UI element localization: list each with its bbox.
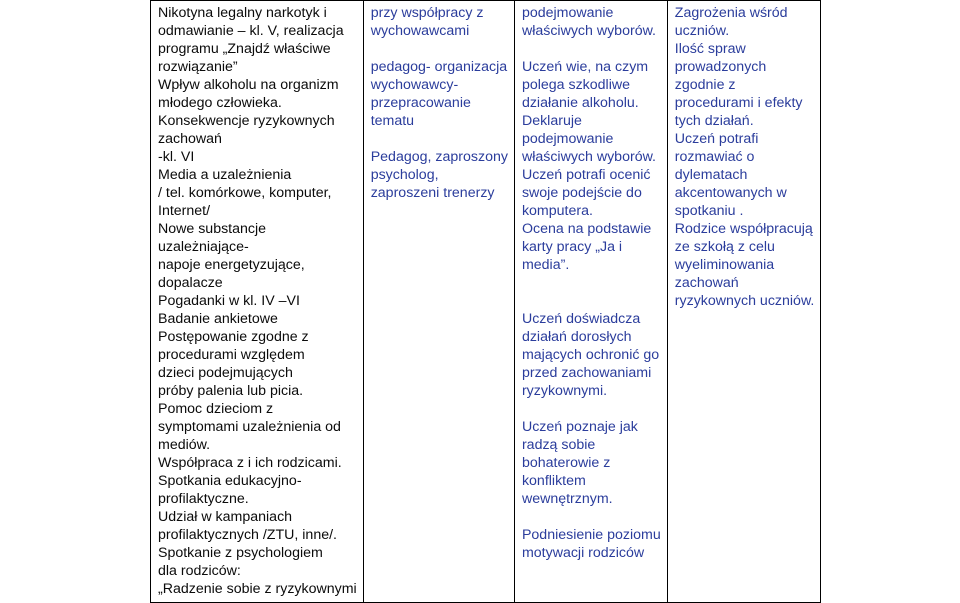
text-line: rozmawiać o bbox=[674, 149, 755, 165]
text-line: ze szkołą z celu bbox=[674, 239, 775, 255]
text-line: Badanie ankietowe bbox=[158, 311, 278, 327]
text-line: zaproszeni trenerzy bbox=[370, 185, 495, 201]
text-line: młodego człowieka. bbox=[158, 95, 282, 111]
text-line: procedurami i efekty bbox=[674, 95, 803, 111]
text-line: programu „Znajdź właściwe bbox=[158, 41, 331, 57]
responsible-cell bbox=[363, 1, 514, 603]
text-line: Pomoc dzieciom z bbox=[158, 401, 274, 417]
text-line: dylematach bbox=[674, 167, 748, 183]
text-line: działań dorosłych bbox=[521, 329, 632, 345]
table-row bbox=[151, 1, 821, 603]
outcomes-cell bbox=[514, 1, 667, 603]
text-line: Ocena na podstawie bbox=[521, 221, 652, 237]
text-line: działanie alkoholu. bbox=[521, 95, 639, 111]
text-line: prowadzonych bbox=[674, 59, 767, 75]
text-line: odmawianie – kl. V, realizacja bbox=[158, 23, 344, 39]
text-line: -kl. VI bbox=[158, 149, 195, 165]
text-line: Uczeń wie, na czym bbox=[521, 59, 649, 75]
text-line: radzą sobie bbox=[521, 437, 596, 453]
text-line bbox=[371, 40, 508, 58]
text-line: wewnętrznym. bbox=[521, 491, 613, 507]
text-line: spotkaniu . bbox=[674, 203, 744, 219]
text-line: pedagog- organizacja bbox=[370, 59, 508, 75]
text-line: próby palenia lub picia. bbox=[158, 383, 304, 399]
text-line: wyeliminowania bbox=[674, 257, 775, 273]
text-line: Spotkania edukacyjno- bbox=[158, 473, 302, 489]
text-line: konfliktem bbox=[521, 473, 586, 489]
text-line: „Radzenie sobie z ryzykownymi bbox=[158, 581, 357, 597]
text-line: Spotkanie z psychologiem bbox=[158, 545, 323, 561]
text-line: zachowań bbox=[674, 275, 739, 291]
text-line: Uczeń doświadcza bbox=[521, 311, 641, 327]
text-line: Udział w kampaniach bbox=[158, 509, 293, 525]
text-line: motywacji rodziców bbox=[521, 545, 645, 561]
plan-table bbox=[150, 0, 821, 603]
text-line: profilaktycznych /ZTU, inne/. bbox=[158, 527, 337, 543]
text-line: dla rodziców: bbox=[158, 563, 241, 579]
text-line: zgodnie z bbox=[674, 77, 736, 93]
text-line: Nikotyna legalny narkotyk i bbox=[158, 5, 327, 21]
text-line: przy współpracy z bbox=[370, 5, 484, 21]
text-line: akcentowanych w bbox=[674, 185, 787, 201]
text-line bbox=[522, 508, 661, 526]
text-line: Pogadanki w kl. IV –VI bbox=[158, 293, 300, 309]
text-line: Deklaruje bbox=[521, 113, 582, 129]
text-line: mających ochronić go bbox=[521, 347, 660, 363]
text-line: mediów. bbox=[158, 437, 211, 453]
text-line: polega szkodliwe bbox=[521, 77, 631, 93]
text-line: profilaktyczne. bbox=[158, 491, 249, 507]
text-line: dzieci podejmujących bbox=[158, 365, 293, 381]
text-line: Współpraca z i ich rodzicami. bbox=[158, 455, 342, 471]
activities-cell bbox=[151, 1, 364, 603]
text-line: bohaterowie z bbox=[521, 455, 611, 471]
text-line: podejmowanie bbox=[521, 131, 614, 147]
text-line: rozwiązanie” bbox=[158, 59, 238, 75]
text-line: Media a uzależnienia bbox=[158, 167, 292, 183]
text-line: komputera. bbox=[521, 203, 593, 219]
text-line: Wpływ alkoholu na organizm bbox=[158, 77, 339, 93]
text-line: Pedagog, zaproszony bbox=[370, 149, 508, 165]
text-line: wychowawcami bbox=[370, 23, 470, 39]
text-line bbox=[522, 40, 661, 58]
text-line: symptomami uzależnienia od bbox=[158, 419, 341, 435]
text-line: dopalacze bbox=[158, 275, 223, 291]
spacer bbox=[522, 274, 661, 310]
text-line: uzależniające- bbox=[158, 239, 249, 255]
text-line bbox=[522, 400, 661, 418]
text-line: ryzykownymi. bbox=[521, 383, 608, 399]
text-line: Internet/ bbox=[158, 203, 211, 219]
text-line bbox=[371, 130, 508, 148]
text-line: swoje podejście do bbox=[521, 185, 642, 201]
text-line: procedurami względem bbox=[158, 347, 305, 363]
text-line: Rodzice współpracują bbox=[674, 221, 813, 237]
text-line: karty pracy „Ja i bbox=[521, 239, 623, 255]
text-line: Postępowanie zgodne z bbox=[158, 329, 309, 345]
text-line: podejmowanie bbox=[521, 5, 614, 21]
text-line: napoje energetyzujące, bbox=[158, 257, 305, 273]
text-line: przepracowanie bbox=[370, 95, 471, 111]
text-line: Ilość spraw bbox=[674, 41, 746, 57]
text-line: tematu bbox=[370, 113, 415, 129]
text-line: zachowań bbox=[158, 131, 222, 147]
text-line: Uczeń potrafi bbox=[674, 131, 759, 147]
text-line: Nowe substancje bbox=[158, 221, 267, 237]
text-line: Uczeń potrafi ocenić bbox=[521, 167, 651, 183]
text-line: Uczeń poznaje jak bbox=[521, 419, 638, 435]
text-line: / tel. komórkowe, komputer, bbox=[158, 185, 332, 201]
text-line: Zagrożenia wśród bbox=[674, 5, 788, 21]
text-line: tych działań. bbox=[674, 113, 754, 129]
evaluation-cell bbox=[667, 1, 821, 603]
text-line: właściwych wyborów. bbox=[521, 23, 656, 39]
text-line: media”. bbox=[521, 257, 570, 273]
text-line: psycholog, bbox=[370, 167, 439, 183]
text-line: uczniów. bbox=[674, 23, 730, 39]
text-line: przed zachowaniami bbox=[521, 365, 652, 381]
text-line: wychowawcy- bbox=[370, 77, 459, 93]
text-line: Podniesienie poziomu bbox=[521, 527, 661, 543]
text-line: właściwych wyborów. bbox=[521, 149, 656, 165]
text-line: Konsekwencje ryzykownych bbox=[158, 113, 335, 129]
text-line: ryzykownych uczniów. bbox=[674, 293, 815, 309]
